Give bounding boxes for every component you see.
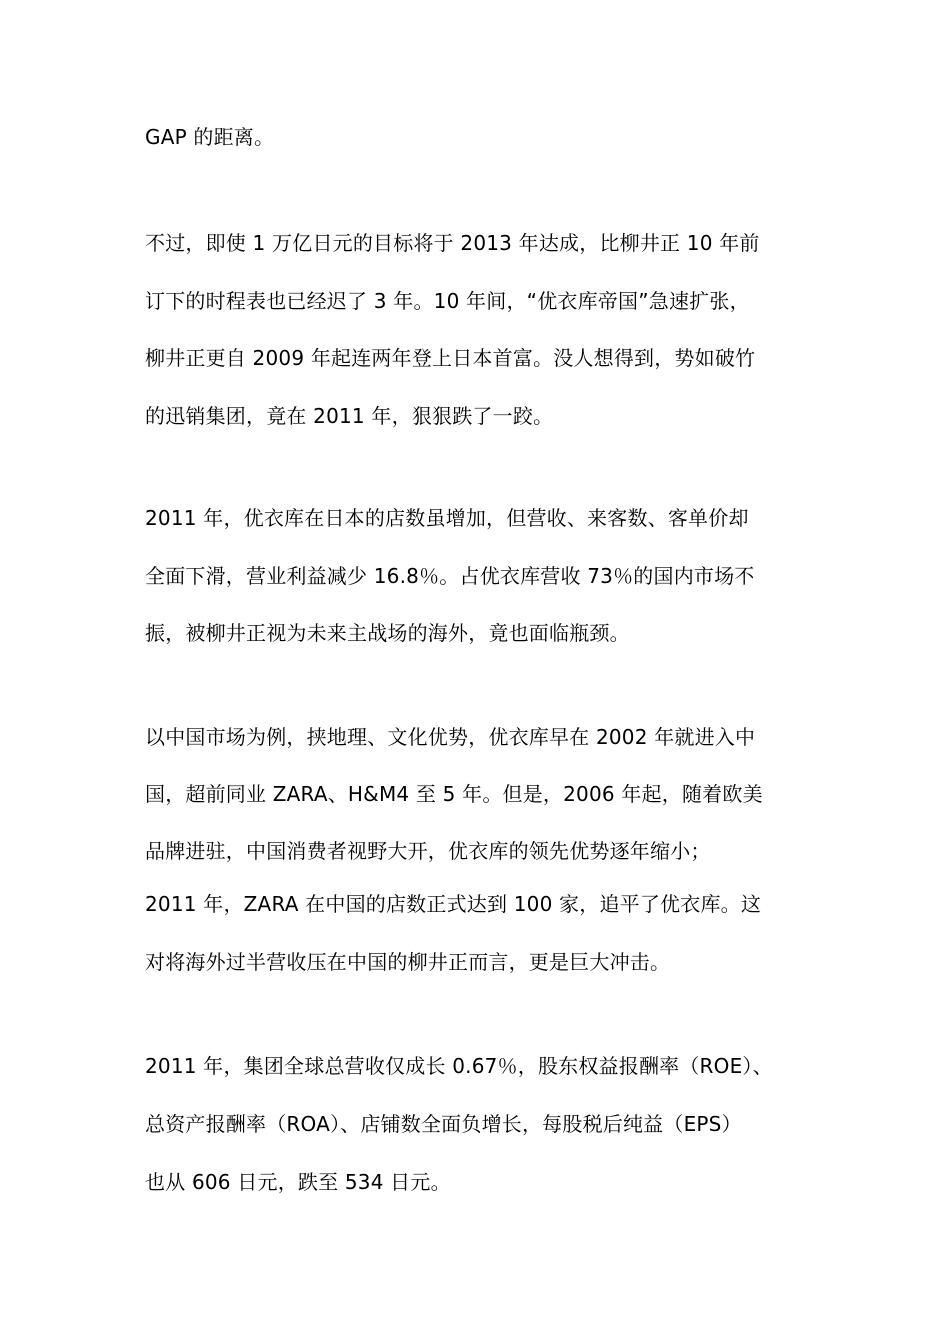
text-line: GAP 的距离。 bbox=[145, 125, 275, 149]
text-line: 柳井正更自 2009 年起连两年登上日本首富。没人想得到，势如破竹 bbox=[145, 346, 756, 370]
text-line: 总资产报酬率（ROA）、店铺数全面负增长，每股税后纯益（EPS） bbox=[145, 1112, 742, 1136]
text-line: 以中国市场为例，挟地理、文化优势，优衣库早在 2002 年就进入中 bbox=[145, 725, 756, 749]
text-line: 全面下滑，营业利益减少 16.8％。占优衣库营收 73％的国内市场不 bbox=[145, 564, 755, 588]
text-line: 不过，即使 1 万亿日元的目标将于 2013 年达成，比柳井正 10 年前 bbox=[145, 231, 760, 255]
text-line: 国，超前同业 ZARA、H&M4 至 5 年。但是，2006 年起，随着欧美 bbox=[145, 782, 763, 806]
text-line: 订下的时程表也已经迟了 3 年。10 年间，“优衣库帝国”急速扩张， bbox=[145, 289, 750, 313]
text-line: 2011 年，集团全球总营收仅成长 0.67％，股东权益报酬率（ROE）、 bbox=[145, 1054, 773, 1078]
text-line: 的迅销集团，竟在 2011 年，狠狠跌了一跤。 bbox=[145, 404, 554, 428]
text-line: 对将海外过半营收压在中国的柳井正而言，更是巨大冲击。 bbox=[145, 950, 671, 974]
text-line: 2011 年，优衣库在日本的店数虽增加，但营收、来客数、客单价却 bbox=[145, 506, 749, 530]
text-line: 品牌进驻，中国消费者视野大开，优衣库的领先优势逐年缩小； bbox=[145, 839, 711, 863]
text-line: 振，被柳井正视为未来主战场的海外，竟也面临瓶颈。 bbox=[145, 621, 630, 645]
text-line: 2011 年，ZARA 在中国的店数正式达到 100 家，追平了优衣库。这 bbox=[145, 892, 762, 916]
text-line: 也从 606 日元，跌至 534 日元。 bbox=[145, 1170, 451, 1194]
